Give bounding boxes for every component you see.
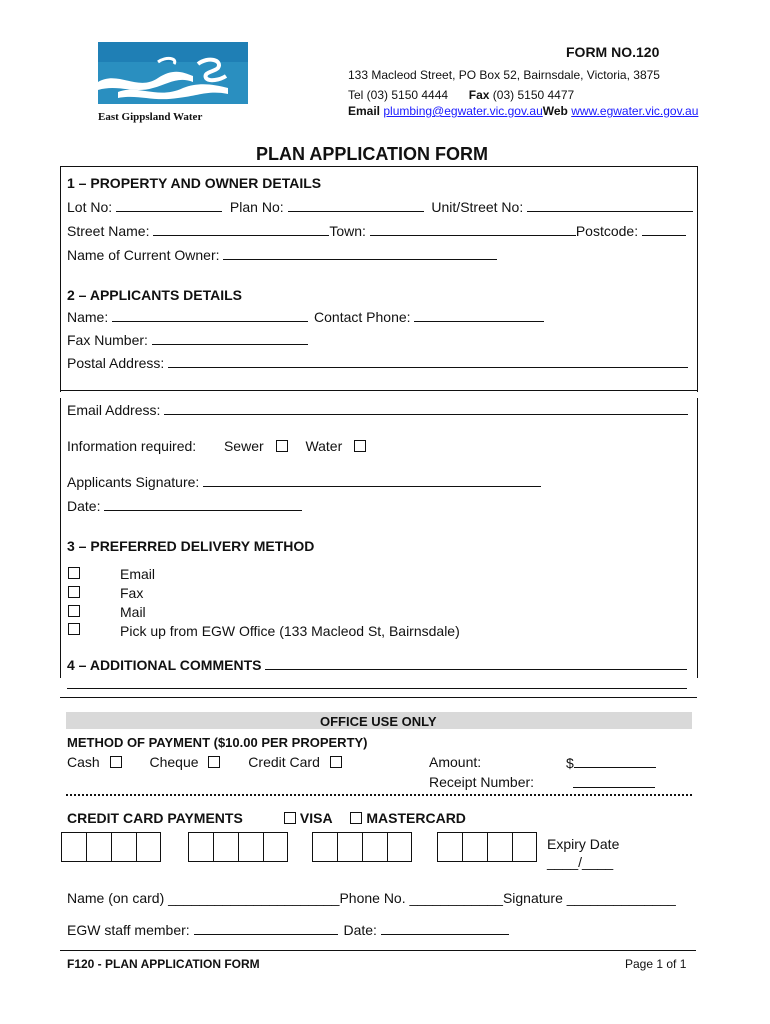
card-digit[interactable] (61, 832, 86, 862)
contact-phone-label: Contact Phone: (314, 309, 411, 325)
frame-left-1 (60, 166, 61, 392)
visa-checkbox[interactable] (284, 812, 296, 824)
payment-methods-row (67, 754, 342, 770)
mastercard-checkbox[interactable] (350, 812, 362, 824)
delivery-email-label: Email (120, 566, 156, 582)
fax-number-label: Fax Number: (67, 332, 148, 348)
card-digit[interactable] (387, 832, 412, 862)
info-required-label: Information required: (67, 438, 197, 454)
card-digit[interactable] (136, 832, 161, 862)
water-checkbox[interactable] (354, 440, 366, 452)
street-row (67, 222, 686, 239)
owner-field[interactable] (223, 246, 497, 260)
delivery-mail-label: Mail (120, 604, 146, 620)
page-title: PLAN APPLICATION FORM (256, 144, 488, 164)
town-label: Town: (329, 223, 366, 239)
owner-label: Name of Current Owner: (67, 247, 220, 263)
card-digit[interactable] (462, 832, 487, 862)
email-web-line (348, 104, 698, 118)
card-digit[interactable] (337, 832, 362, 862)
dotted-separator (66, 794, 692, 796)
postal-address-field[interactable] (168, 354, 688, 368)
card-number-group-3[interactable] (312, 832, 412, 862)
email-label: Email (348, 104, 381, 118)
frame-bottom (60, 697, 697, 698)
delivery-mail-checkbox[interactable] (68, 605, 80, 617)
postal-address-label: Postal Address: (67, 355, 165, 371)
sewer-checkbox[interactable] (276, 440, 288, 452)
email-address-field[interactable] (164, 401, 688, 415)
receipt-number-field[interactable] (573, 774, 655, 788)
card-digit[interactable] (263, 832, 288, 862)
cheque-label: Cheque (149, 754, 199, 770)
staff-member-label: EGW staff member: (67, 922, 190, 938)
date-label: Date: (67, 498, 101, 514)
card-details-row (67, 890, 676, 906)
fax-label: Fax (468, 88, 490, 102)
postal-row (67, 354, 688, 371)
unit-street-no-field[interactable] (527, 198, 693, 212)
card-digit[interactable] (312, 832, 337, 862)
visa-row (284, 810, 466, 826)
lot-no-label: Lot No: (67, 199, 113, 215)
amount-label: Amount: (429, 754, 482, 770)
fax-value: (03) 5150 4477 (492, 88, 575, 102)
card-digit[interactable] (437, 832, 462, 862)
plan-no-field[interactable] (288, 198, 424, 212)
expiry-date-field[interactable]: ____/____ (547, 854, 614, 870)
applicant-signature-label: Applicants Signature: (67, 474, 200, 490)
amount-field[interactable] (574, 754, 656, 768)
visa-label: VISA (299, 810, 333, 826)
card-number-group-2[interactable] (188, 832, 288, 862)
frame-right-1 (697, 166, 698, 392)
email-row (67, 401, 688, 418)
frame-top (60, 166, 697, 167)
office-date-label: Date: (343, 922, 377, 938)
frame-mid (60, 390, 697, 391)
fax-row (67, 331, 308, 348)
card-digit[interactable] (86, 832, 111, 862)
delivery-fax-label: Fax (120, 585, 144, 601)
office-date-field[interactable] (381, 921, 509, 935)
cheque-checkbox[interactable] (208, 756, 220, 768)
date-row (67, 497, 302, 514)
delivery-email-checkbox[interactable] (68, 567, 80, 579)
card-digit[interactable] (188, 832, 213, 862)
dollar-sign: $ (566, 755, 574, 771)
phone-no[interactable]: Phone No. ____________ (339, 890, 503, 906)
credit-card-label: Credit Card (248, 754, 320, 770)
comments-field-2[interactable] (67, 688, 687, 689)
staff-member-field[interactable] (194, 921, 338, 935)
sewer-label: Sewer (223, 438, 264, 454)
date-field[interactable] (104, 497, 302, 511)
name-phone-row (67, 308, 544, 325)
lot-no-field[interactable] (116, 198, 222, 212)
footer-page: Page 1 of 1 (625, 957, 687, 971)
unit-street-no-label: Unit/Street No: (431, 199, 524, 215)
frame-right-2 (697, 398, 698, 678)
cash-checkbox[interactable] (110, 756, 122, 768)
street-name-field[interactable] (153, 222, 329, 236)
signature-row (67, 473, 541, 490)
postcode-field[interactable] (642, 222, 686, 236)
card-digit[interactable] (362, 832, 387, 862)
logo (98, 42, 248, 123)
delivery-pickup-label: Pick up from EGW Office (133 Macleod St, Bairnsdale) (120, 623, 460, 639)
lot-plan-row (67, 198, 693, 215)
expiry-date-label: Expiry Date (547, 836, 620, 852)
delivery-fax-checkbox[interactable] (68, 586, 80, 598)
town-field[interactable] (370, 222, 576, 236)
name-label: Name: (67, 309, 109, 325)
name-field[interactable] (112, 308, 308, 322)
footer-form-name: F120 - PLAN APPLICATION FORM (67, 957, 260, 971)
tel: Tel (03) 5150 4444 (348, 88, 449, 102)
comments-field-1[interactable] (265, 656, 687, 670)
card-number-group-4[interactable] (437, 832, 537, 862)
delivery-pickup-checkbox[interactable] (68, 623, 80, 635)
address: 133 Macleod Street, PO Box 52, Bairnsdale, Victoria, 3875 (348, 68, 660, 82)
card-number-group-1[interactable] (61, 832, 161, 862)
section4-heading: 4 – ADDITIONAL COMMENTS (67, 657, 262, 673)
contact-phone-field[interactable] (414, 308, 544, 322)
fax-number-field[interactable] (152, 331, 308, 345)
name-on-card[interactable]: Name (on card) ______________________ (67, 890, 340, 906)
section4-row (67, 656, 687, 673)
street-name-label: Street Name: (67, 223, 150, 239)
cc-heading: CREDIT CARD PAYMENTS (67, 810, 243, 826)
logo-text: East Gippsland Water (98, 111, 203, 123)
email-address-label: Email Address: (67, 402, 161, 418)
office-use-heading: OFFICE USE ONLY (320, 714, 437, 729)
water-label: Water (305, 438, 343, 454)
section1-heading: 1 – PROPERTY AND OWNER DETAILS (67, 175, 322, 191)
info-row (67, 438, 366, 454)
frame-left-2 (60, 398, 61, 678)
form-number: FORM NO.120 (566, 44, 660, 60)
card-digit[interactable] (512, 832, 537, 862)
card-signature[interactable]: Signature ______________ (502, 890, 676, 906)
staff-row (67, 921, 509, 938)
footer-rule (60, 950, 696, 951)
plan-no-label: Plan No: (229, 199, 284, 215)
amount-row (566, 754, 656, 771)
web-label: Web (542, 104, 568, 118)
applicant-signature-field[interactable] (203, 473, 541, 487)
section3-heading: 3 – PREFERRED DELIVERY METHOD (67, 538, 315, 554)
email-link[interactable]: plumbing@egwater.vic.gov.au (383, 104, 543, 118)
east-gippsland-water-logo-icon (98, 42, 248, 104)
mastercard-label: MASTERCARD (366, 810, 466, 826)
section2-heading: 2 – APPLICANTS DETAILS (67, 287, 243, 303)
card-digit[interactable] (487, 832, 512, 862)
credit-card-checkbox[interactable] (330, 756, 342, 768)
payment-heading: METHOD OF PAYMENT ($10.00 PER PROPERTY) (67, 735, 368, 750)
card-digit[interactable] (111, 832, 136, 862)
cash-label: Cash (67, 754, 100, 770)
card-digit[interactable] (238, 832, 263, 862)
card-digit[interactable] (213, 832, 238, 862)
web-link[interactable]: www.egwater.vic.gov.au (571, 104, 699, 118)
postcode-label: Postcode: (575, 223, 639, 239)
receipt-number-label: Receipt Number: (429, 774, 535, 790)
owner-row (67, 246, 497, 263)
contact-line (348, 88, 574, 102)
